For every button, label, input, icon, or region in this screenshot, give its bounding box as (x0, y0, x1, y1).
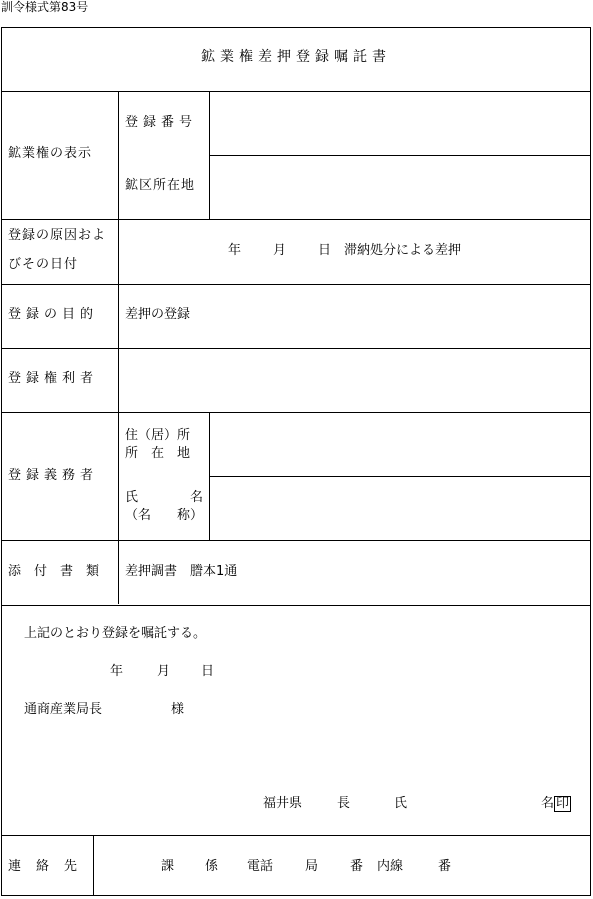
rule (209, 91, 210, 219)
contact-subsection: 係 (205, 859, 219, 874)
rule (2, 540, 590, 541)
rule (2, 284, 590, 285)
document-title: 鉱業権差押登録嘱託書 (201, 49, 391, 65)
rule (2, 412, 590, 413)
rule (93, 835, 94, 896)
right-holder-label: 登録権利者 (8, 371, 99, 386)
rule (209, 476, 590, 477)
prefecture: 福井県 (263, 796, 303, 811)
mining-right-label: 鉱業権の表示 (8, 146, 93, 161)
rule (2, 605, 590, 606)
rule (209, 155, 590, 156)
address-label-line1: 住（居）所 (125, 428, 191, 443)
rule (2, 348, 590, 349)
contact-label: 連絡先 (8, 859, 93, 874)
rule (2, 91, 590, 92)
commission-year: 年 (110, 664, 124, 679)
purpose-label: 登録の目的 (8, 307, 99, 322)
location-label: 鉱区所在地 (125, 178, 196, 193)
address-label-line2: 所 在 地 (125, 446, 191, 461)
cause-label-line2: びその日付 (8, 257, 79, 272)
chief: 長 (337, 796, 351, 811)
cause-label-line1: 登録の原因およ (8, 228, 107, 243)
attachments-value: 差押調書 謄本1通 (125, 564, 238, 579)
cause-year: 年 (228, 243, 242, 258)
family-name: 氏 (394, 796, 408, 811)
contact-phone: 電話 (247, 859, 274, 874)
commission-day: 日 (201, 664, 215, 679)
seal-mark: 印 (556, 796, 570, 811)
commission-month: 月 (157, 664, 171, 679)
contact-number: 番 (350, 859, 364, 874)
rule (209, 412, 210, 540)
form-code: 訓令様式第83号 (1, 0, 89, 14)
contact-section: 課 (161, 859, 175, 874)
cause-day: 日 (318, 243, 332, 258)
registration-number-label: 登録番号 (125, 115, 198, 130)
rule (118, 91, 119, 604)
name-label-line1: 氏 名 (125, 490, 204, 505)
rule (2, 219, 590, 220)
commission-statement: 上記のとおり登録を嘱託する。 (24, 626, 207, 641)
cause-month: 月 (273, 243, 287, 258)
honorific: 様 (171, 702, 185, 717)
purpose-value: 差押の登録 (125, 307, 191, 322)
name-suffix (541, 796, 571, 812)
cause-text: 滞納処分による差押 (344, 243, 462, 258)
contact-extension: 内線 (377, 859, 404, 874)
contact-exchange: 局 (305, 859, 319, 874)
addressee: 通商産業局長 (24, 702, 103, 717)
name-suffix-text: 名 (541, 796, 555, 811)
contact-ext-number: 番 (438, 859, 452, 874)
rule (2, 835, 590, 836)
obligor-label: 登録義務者 (8, 468, 99, 483)
name-label-line2: （名 称） (125, 508, 204, 523)
attachments-label: 添付書類 (8, 564, 113, 579)
